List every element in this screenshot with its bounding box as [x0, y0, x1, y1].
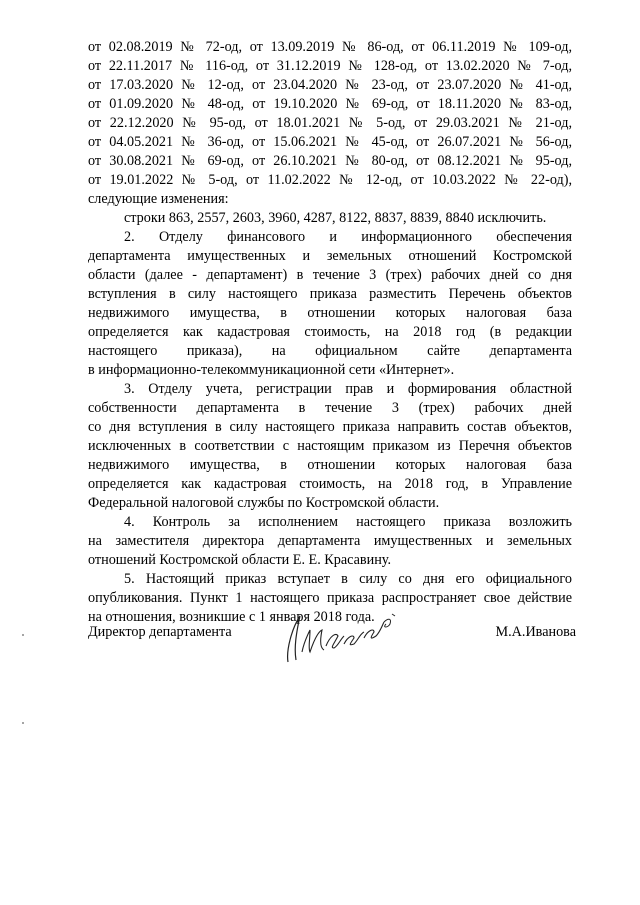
paragraph-line: 4. Контроль за исполнением настоящего приказа возложить [124, 514, 572, 530]
paragraph-line: недвижимого имущества, в отношении которых налоговая база [88, 457, 572, 473]
paragraph-line: отношений Костромской области Е. Е. Красавину. [88, 552, 392, 568]
handwritten-signature [274, 606, 404, 666]
paragraph-line: исключенных в соответствии с настоящим приказом из Перечня объектов [88, 438, 572, 454]
paragraph-line: департамента имущественных и земельных отношений Костромской [88, 248, 572, 264]
signature-block [88, 620, 576, 680]
paragraph-line: от 04.05.2021 № 36-од, от 15.06.2021 № 45-од, от 26.07.2021 № 56-од, [88, 134, 572, 150]
paragraph-line: Федеральной налоговой службы по Костромской области. [88, 495, 440, 511]
paragraph-line: от 22.12.2020 № 95-од, от 18.01.2021 № 5-од, от 29.03.2021 № 21-од, [88, 115, 572, 131]
signer-name: М.А.Иванова [495, 624, 576, 640]
scan-speck [22, 722, 24, 724]
paragraph-line: на заместителя директора департамента имущественных и земельных [88, 533, 572, 549]
paragraph-line: от 02.08.2019 № 72-од, от 13.09.2019 № 86-од, от 06.11.2019 № 109-од, [88, 39, 572, 55]
paragraph-line: вступления в силу настоящего приказа разместить Перечень объектов [88, 286, 572, 302]
paragraph-line: 2. Отделу финансового и информационного обеспечения [124, 229, 572, 245]
paragraph-line: от 22.11.2017 № 116-од, от 31.12.2019 № 128-од, от 13.02.2020 № 7-од, [88, 58, 572, 74]
signer-position: Директор департамента [88, 624, 232, 640]
paragraph-line: от 01.09.2020 № 48-од, от 19.10.2020 № 69-од, от 18.11.2020 № 83-од, [88, 96, 572, 112]
scan-speck [22, 634, 24, 636]
paragraph-line: от 19.01.2022 № 5-од, от 11.02.2022 № 12-од, от 10.03.2022 № 22-од), [88, 172, 572, 188]
paragraph-line: 3. Отделу учета, регистрации прав и формирования областной [124, 381, 572, 397]
document-body [88, 38, 572, 627]
paragraph-line: следующие изменения: [88, 191, 229, 207]
paragraph-line: 5. Настоящий приказ вступает в силу со дня его официального [124, 571, 572, 587]
paragraph-line: на отношения, возникшие с 1 января 2018 года. [88, 609, 375, 625]
paragraph-line: в информационно-телекоммуникационной сети «Интернет». [88, 362, 455, 378]
paragraph-line: определяется как кадастровая стоимость, на 2018 год (в редакции [88, 324, 572, 340]
paragraph-line: со дня вступления в силу настоящего приказа направить состав объектов, [88, 419, 572, 435]
paragraph-line: от 17.03.2020 № 12-од, от 23.04.2020 № 23-од, от 23.07.2020 № 41-од, [88, 77, 572, 93]
paragraph-line: строки 863, 2557, 2603, 3960, 4287, 8122, 8837, 8839, 8840 исключить. [124, 210, 547, 226]
paragraph-line: недвижимого имущества, в отношении которых налоговая база [88, 305, 572, 321]
paragraph-line: определяется как кадастровая стоимость, на 2018 год, в Управление [88, 476, 572, 492]
paragraph-line: области (далее - департамент) в течение 3 (трех) рабочих дней со дня [88, 267, 572, 283]
paragraph-line: от 30.08.2021 № 69-од, от 26.10.2021 № 80-од, от 08.12.2021 № 95-од, [88, 153, 572, 169]
paragraph-line: настоящего приказа), на официальном сайте департамента [88, 343, 572, 359]
paragraph-line: опубликования. Пункт 1 настоящего приказа распространяет свое действие [88, 590, 572, 606]
paragraph-line: собственности департамента в течение 3 (трех) рабочих дней [88, 400, 572, 416]
